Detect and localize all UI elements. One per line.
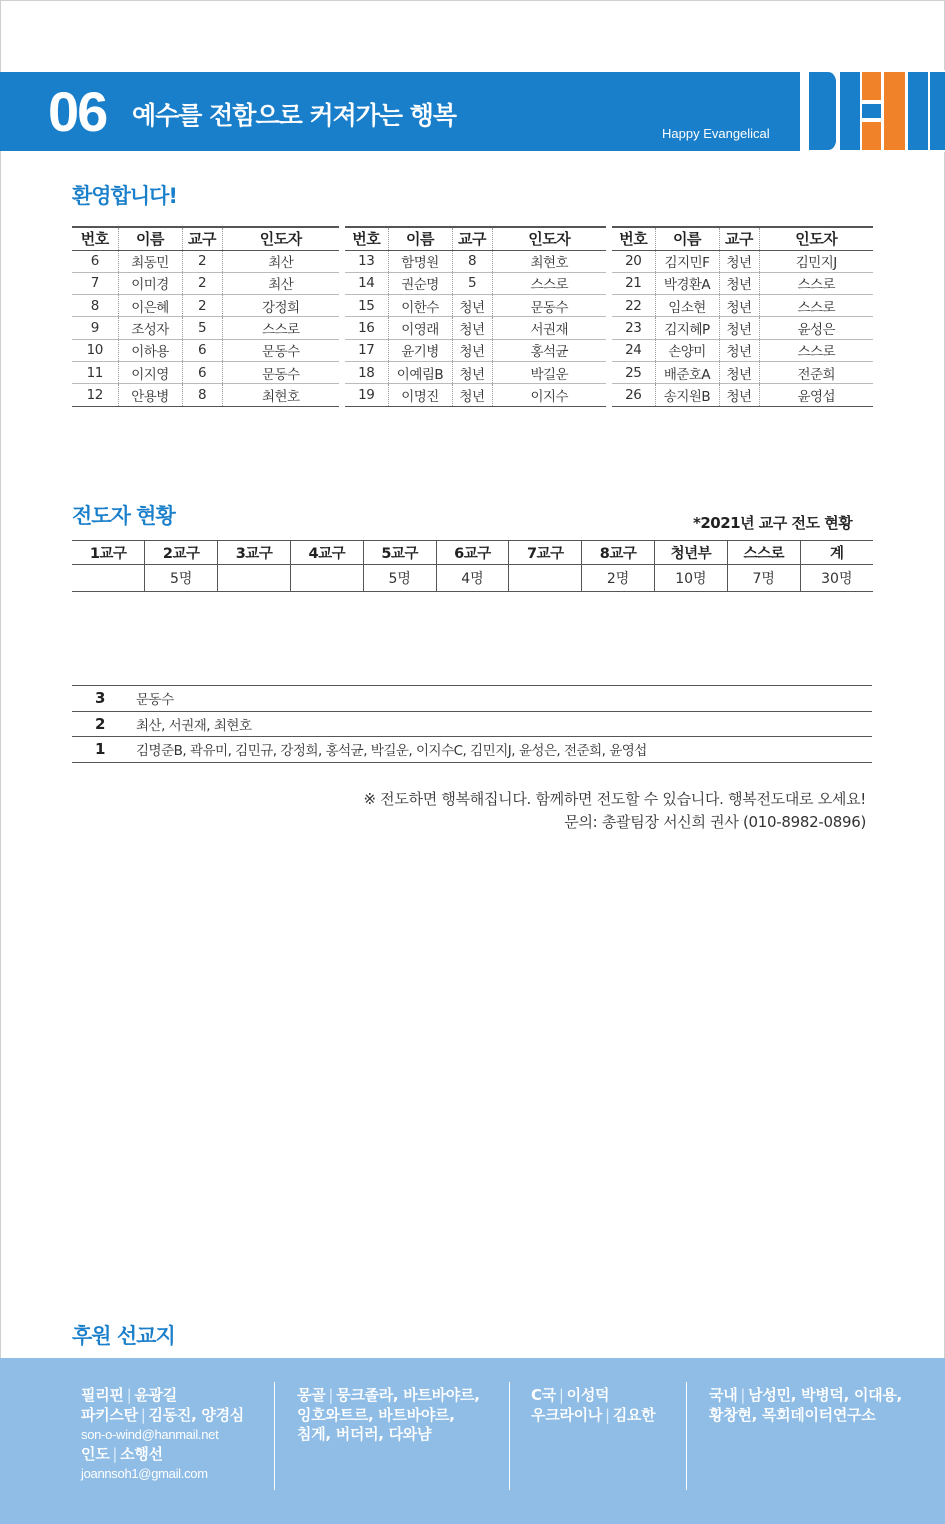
member-district: 청년 — [452, 339, 492, 361]
member-district: 청년 — [719, 250, 759, 272]
status-col-header: 4교구 — [290, 541, 363, 565]
row-number: 17 — [342, 339, 388, 361]
col-header-name: 이름 — [388, 227, 452, 250]
member-name: 이영래 — [388, 317, 452, 339]
table-row — [72, 361, 873, 383]
status-col-header: 3교구 — [218, 541, 291, 565]
member-guide: 전준희 — [759, 361, 873, 383]
mongolia-missionaries-2: 잉호와트르, 바트바야르, — [297, 1405, 455, 1424]
table-row — [72, 272, 873, 294]
ranking-count: 1 — [72, 737, 128, 763]
ranking-names: 문동수 — [128, 686, 872, 712]
member-guide: 윤영섭 — [759, 384, 873, 406]
country-india: 인도 — [81, 1444, 110, 1463]
member-guide: 박길운 — [492, 361, 609, 383]
status-col-header: 스스로 — [727, 541, 800, 565]
col-header-guide: 인도자 — [759, 227, 873, 250]
welcome-title: 환영합니다! — [72, 184, 178, 208]
member-name: 이지영 — [118, 361, 182, 383]
status-note: *2021년 교구 전도 현황 — [693, 514, 853, 532]
member-district: 청년 — [452, 317, 492, 339]
member-guide: 최현호 — [222, 384, 342, 406]
support-panel — [0, 1358, 945, 1524]
row-number: 18 — [342, 361, 388, 383]
row-number: 25 — [609, 361, 655, 383]
ukraine-missionary: 김요한 — [612, 1405, 656, 1424]
member-name: 함명원 — [388, 250, 452, 272]
member-guide: 김민지J — [759, 250, 873, 272]
member-guide: 스스로 — [492, 272, 609, 294]
member-guide: 스스로 — [759, 272, 873, 294]
member-name: 권순명 — [388, 272, 452, 294]
member-name: 임소현 — [655, 295, 719, 317]
status-count — [218, 565, 291, 592]
welcome-table — [72, 226, 873, 407]
status-count: 5명 — [145, 565, 218, 592]
country-mongolia: 몽골 — [297, 1386, 326, 1404]
member-name: 이한수 — [388, 295, 452, 317]
row-number: 12 — [72, 384, 118, 406]
country-ukraine: 우크라이나 — [531, 1405, 602, 1424]
row-number: 20 — [609, 250, 655, 272]
member-district: 청년 — [719, 295, 759, 317]
india-email: joannsoh1@gmail.com — [81, 1466, 208, 1481]
status-col-header: 7교구 — [509, 541, 582, 565]
col-header-district: 교구 — [182, 227, 222, 250]
row-number: 10 — [72, 339, 118, 361]
row-number: 19 — [342, 384, 388, 406]
mongolia-missionaries-1: 뭉크졸라, 바트바야르, — [336, 1386, 480, 1404]
col-header-district: 교구 — [719, 227, 759, 250]
mongolia-missionaries-3: 침게, 버더러, 다와냠 — [297, 1425, 432, 1443]
member-name: 송지원B — [655, 384, 719, 406]
member-district: 청년 — [719, 317, 759, 339]
page-title: 예수를 전함으로 커져가는 행복 — [132, 101, 457, 130]
status-count: 5명 — [363, 565, 436, 592]
support-title: 후원 선교지 — [72, 1324, 175, 1348]
status-col-header: 계 — [800, 541, 873, 565]
col-header-number: 번호 — [72, 227, 118, 250]
status-count — [72, 565, 145, 592]
member-district: 청년 — [452, 384, 492, 406]
member-name: 이하용 — [118, 339, 182, 361]
page-number: 06 — [48, 80, 107, 143]
member-guide: 문동수 — [222, 339, 342, 361]
india-missionary: 소행선 — [120, 1444, 163, 1463]
ranking-row — [72, 686, 872, 712]
member-name: 이예림B — [388, 361, 452, 383]
col-header-number: 번호 — [342, 227, 388, 250]
happy-evangelical-logo — [800, 70, 945, 152]
status-count: 10명 — [655, 565, 728, 592]
status-header-row — [72, 541, 873, 565]
member-district: 2 — [182, 272, 222, 294]
row-number: 8 — [72, 295, 118, 317]
status-col-header: 청년부 — [655, 541, 728, 565]
row-number: 9 — [72, 317, 118, 339]
member-guide: 강정희 — [222, 295, 342, 317]
member-name: 배준호A — [655, 361, 719, 383]
footnote-line-1: ※ 전도하면 행복해집니다. 함께하면 전도할 수 있습니다. 행복전도대로 오세요! — [363, 790, 866, 808]
col-header-name: 이름 — [118, 227, 182, 250]
member-guide: 윤성은 — [759, 317, 873, 339]
status-count — [509, 565, 582, 592]
column-divider — [686, 1382, 687, 1490]
country-pakistan: 파키스탄 — [81, 1405, 138, 1424]
status-count: 7명 — [727, 565, 800, 592]
row-number: 6 — [72, 250, 118, 272]
member-guide: 최현호 — [492, 250, 609, 272]
ranking-table — [72, 685, 872, 763]
domestic-supported-1: 남성민, 박병덕, 이대용, — [748, 1386, 902, 1404]
member-guide: 스스로 — [759, 339, 873, 361]
ranking-count: 3 — [72, 686, 128, 712]
member-name: 최동민 — [118, 250, 182, 272]
country-philippines: 필리핀 — [81, 1386, 124, 1404]
member-district: 2 — [182, 250, 222, 272]
table-row — [72, 384, 873, 406]
member-district: 5 — [452, 272, 492, 294]
status-col-header: 8교구 — [582, 541, 655, 565]
status-count: 30명 — [800, 565, 873, 592]
member-district: 8 — [452, 250, 492, 272]
member-guide: 스스로 — [759, 295, 873, 317]
member-name: 안용병 — [118, 384, 182, 406]
member-name: 손양미 — [655, 339, 719, 361]
ranking-row — [72, 711, 872, 737]
status-count: 2명 — [582, 565, 655, 592]
status-count — [290, 565, 363, 592]
pakistan-email: son-o-wind@hanmail.net — [81, 1427, 219, 1442]
status-count: 4명 — [436, 565, 509, 592]
ranking-names: 김명준B, 곽유미, 김민규, 강정희, 홍석균, 박길운, 이지수C, 김민지J, 윤성은, 전준희, 윤영섭 — [128, 737, 872, 763]
member-guide: 스스로 — [222, 317, 342, 339]
status-col-header: 2교구 — [145, 541, 218, 565]
philippines-missionary: 윤광길 — [134, 1386, 177, 1404]
ranking-count: 2 — [72, 711, 128, 737]
status-title: 전도자 현황 — [72, 504, 175, 528]
member-district: 청년 — [452, 361, 492, 383]
row-number: 23 — [609, 317, 655, 339]
member-district: 5 — [182, 317, 222, 339]
row-number: 26 — [609, 384, 655, 406]
row-number: 24 — [609, 339, 655, 361]
table-row — [72, 250, 873, 272]
footnote — [363, 788, 866, 834]
row-number: 16 — [342, 317, 388, 339]
member-district: 6 — [182, 339, 222, 361]
country-c: C국 — [531, 1386, 556, 1404]
row-number: 15 — [342, 295, 388, 317]
member-guide: 문동수 — [222, 361, 342, 383]
member-name: 이명진 — [388, 384, 452, 406]
status-value-row — [72, 565, 873, 592]
ranking-names: 최산, 서권재, 최현호 — [128, 711, 872, 737]
ranking-row — [72, 737, 872, 763]
table-row — [72, 339, 873, 361]
member-name: 이은혜 — [118, 295, 182, 317]
support-column-1: 필리핀 | 윤광길 파키스탄 | 김동진, 양경심 son-o-wind@hanmail.net 인도 | 소행선 joannsoh1@gmail.com — [81, 1386, 244, 1484]
member-guide: 최산 — [222, 272, 342, 294]
row-number: 22 — [609, 295, 655, 317]
row-number: 13 — [342, 250, 388, 272]
member-district: 6 — [182, 361, 222, 383]
status-table — [72, 540, 873, 592]
member-name: 조성자 — [118, 317, 182, 339]
col-header-district: 교구 — [452, 227, 492, 250]
support-column-3: C국 | 이성덕 우크라이나 | 김요한 — [531, 1386, 656, 1424]
row-number: 11 — [72, 361, 118, 383]
member-guide: 이지수 — [492, 384, 609, 406]
row-number: 7 — [72, 272, 118, 294]
col-header-guide: 인도자 — [222, 227, 342, 250]
member-district: 청년 — [719, 384, 759, 406]
col-header-guide: 인도자 — [492, 227, 609, 250]
column-divider — [274, 1382, 275, 1490]
table-row — [72, 295, 873, 317]
page-subtitle: Happy Evangelical — [662, 126, 770, 141]
support-column-2: 몽골 | 뭉크졸라, 바트바야르, 잉호와트르, 바트바야르, 침게, 버더러, 다와냠 — [297, 1386, 480, 1443]
welcome-header-row — [72, 227, 873, 250]
support-column-4: 국내 | 남성민, 박병덕, 이대용, 황창현, 목회데이터연구소 — [709, 1386, 902, 1424]
member-guide: 서권재 — [492, 317, 609, 339]
country-c-missionary: 이성덕 — [566, 1386, 610, 1404]
member-name: 이미경 — [118, 272, 182, 294]
col-header-number: 번호 — [609, 227, 655, 250]
member-district: 2 — [182, 295, 222, 317]
member-name: 윤기병 — [388, 339, 452, 361]
status-col-header: 6교구 — [436, 541, 509, 565]
member-district: 8 — [182, 384, 222, 406]
col-header-name: 이름 — [655, 227, 719, 250]
status-col-header: 1교구 — [72, 541, 145, 565]
pakistan-missionary: 김동진, 양경심 — [148, 1405, 244, 1424]
member-guide: 문동수 — [492, 295, 609, 317]
member-name: 김지민F — [655, 250, 719, 272]
member-district: 청년 — [452, 295, 492, 317]
member-name: 박경환A — [655, 272, 719, 294]
row-number: 21 — [609, 272, 655, 294]
member-district: 청년 — [719, 361, 759, 383]
member-name: 김지혜P — [655, 317, 719, 339]
domestic-label: 국내 — [709, 1386, 738, 1404]
member-district: 청년 — [719, 272, 759, 294]
row-number: 14 — [342, 272, 388, 294]
footnote-contact: 문의: 총괄팀장 서신희 권사 (010-8982-0896) — [564, 813, 866, 831]
table-row — [72, 317, 873, 339]
status-col-header: 5교구 — [363, 541, 436, 565]
member-district: 청년 — [719, 339, 759, 361]
member-guide: 홍석균 — [492, 339, 609, 361]
member-guide: 최산 — [222, 250, 342, 272]
domestic-supported-2: 황창현, 목회데이터연구소 — [709, 1405, 876, 1424]
column-divider — [509, 1382, 510, 1490]
